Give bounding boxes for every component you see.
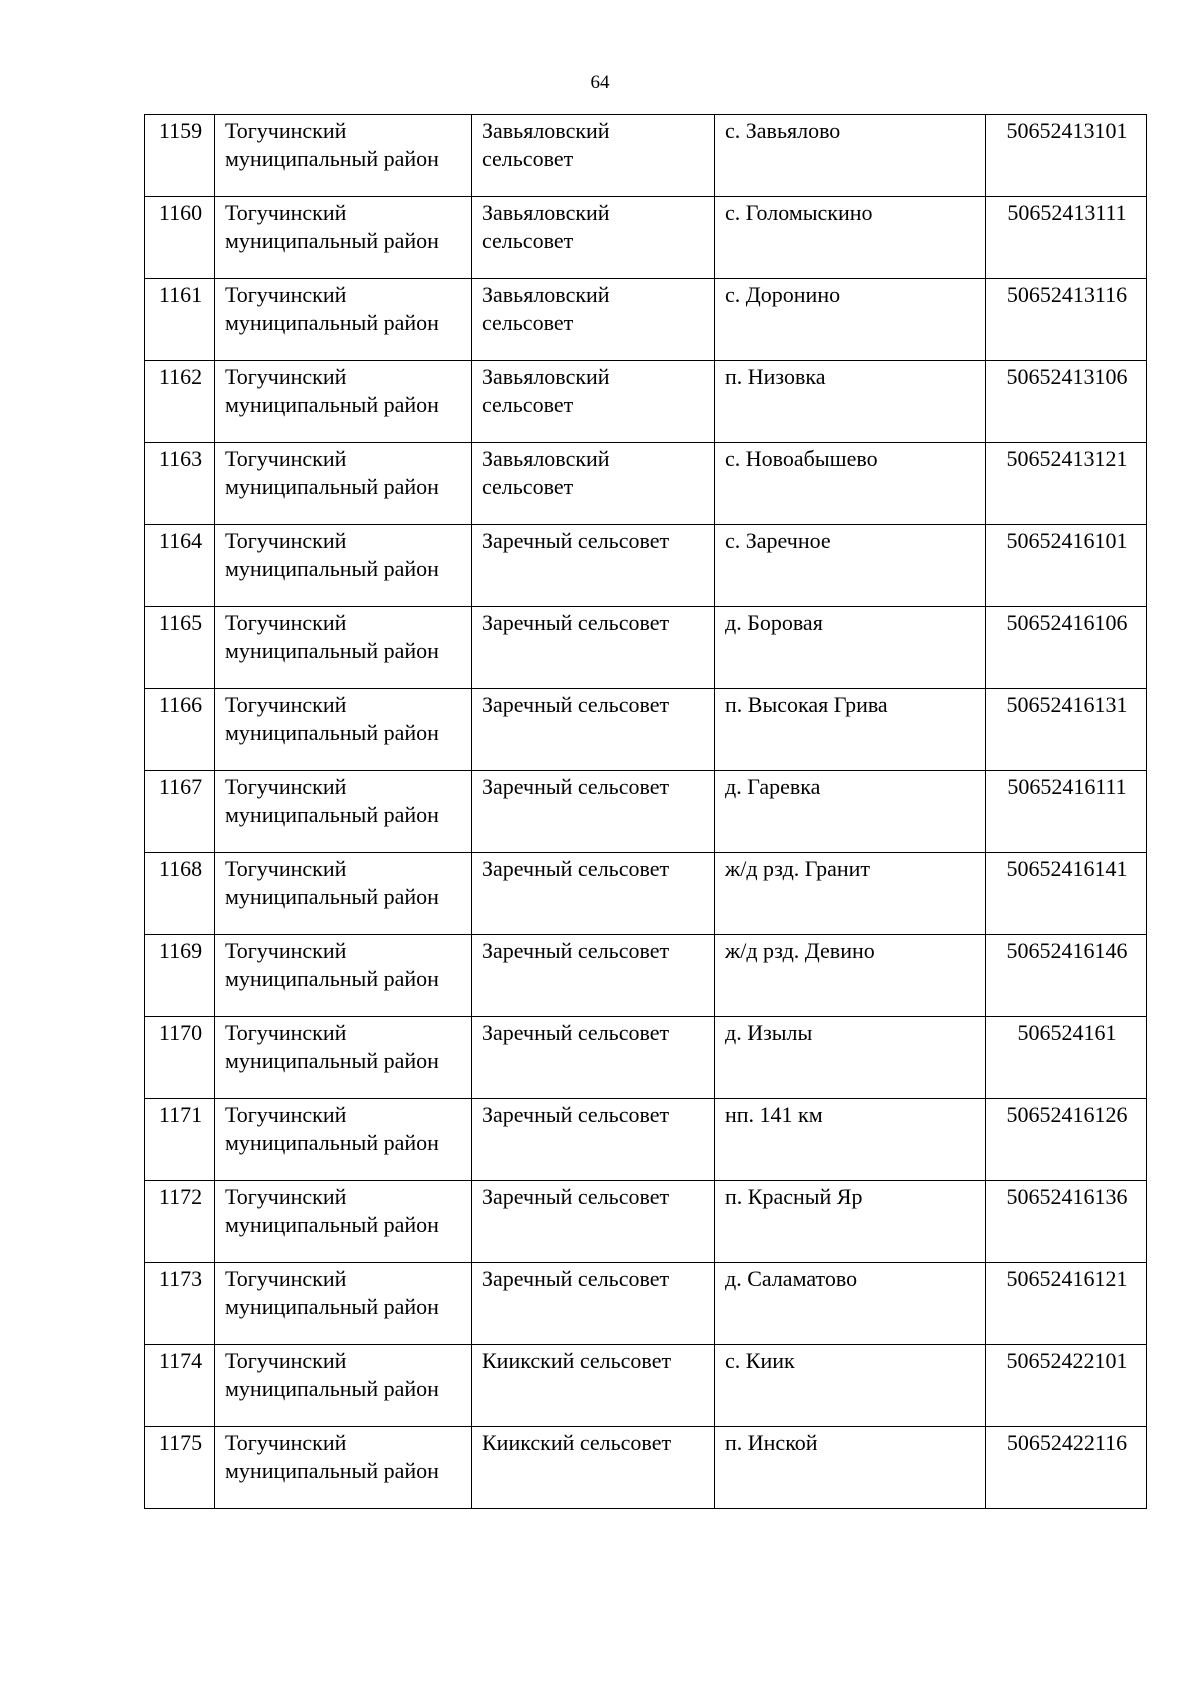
district-cell: Тогучинский муниципальный район (215, 935, 472, 1017)
row-number: 1166 (145, 689, 215, 771)
council-cell: Завьяловский сельсовет (472, 197, 715, 279)
oktmo-code-cell: 50652416126 (986, 1099, 1147, 1181)
council-cell: Киикский сельсовет (472, 1345, 715, 1427)
table-row (145, 1181, 1147, 1263)
table-row (145, 1099, 1147, 1181)
district-cell: Тогучинский муниципальный район (215, 1263, 472, 1345)
district-cell: Тогучинский муниципальный район (215, 689, 472, 771)
district-cell: Тогучинский муниципальный район (215, 443, 472, 525)
settlement-cell: с. Новоабышево (715, 443, 986, 525)
oktmo-code-cell: 50652413106 (986, 361, 1147, 443)
settlement-cell: п. Красный Яр (715, 1181, 986, 1263)
district-cell: Тогучинский муниципальный район (215, 115, 472, 197)
council-cell: Заречный сельсовет (472, 853, 715, 935)
row-number: 1173 (145, 1263, 215, 1345)
table-row (145, 197, 1147, 279)
oktmo-code-cell: 50652416146 (986, 935, 1147, 1017)
oktmo-code-cell: 50652416106 (986, 607, 1147, 689)
table-row (145, 935, 1147, 1017)
settlement-cell: с. Голомыскино (715, 197, 986, 279)
oktmo-code-cell: 50652413121 (986, 443, 1147, 525)
settlement-cell: п. Высокая Грива (715, 689, 986, 771)
district-cell: Тогучинский муниципальный район (215, 1345, 472, 1427)
page-number: 64 (590, 72, 610, 93)
settlement-cell: нп. 141 км (715, 1099, 986, 1181)
council-cell: Заречный сельсовет (472, 935, 715, 1017)
oktmo-code-cell: 50652416131 (986, 689, 1147, 771)
council-cell: Заречный сельсовет (472, 1017, 715, 1099)
council-cell: Завьяловский сельсовет (472, 279, 715, 361)
council-cell: Заречный сельсовет (472, 771, 715, 853)
oktmo-code-cell: 50652416141 (986, 853, 1147, 935)
settlement-cell: с. Заречное (715, 525, 986, 607)
table-row (145, 607, 1147, 689)
council-cell: Завьяловский сельсовет (472, 361, 715, 443)
row-number: 1165 (145, 607, 215, 689)
table-row (145, 361, 1147, 443)
council-cell: Заречный сельсовет (472, 525, 715, 607)
council-cell: Завьяловский сельсовет (472, 443, 715, 525)
council-cell: Заречный сельсовет (472, 1099, 715, 1181)
row-number: 1163 (145, 443, 215, 525)
district-cell: Тогучинский муниципальный район (215, 1017, 472, 1099)
council-cell: Заречный сельсовет (472, 607, 715, 689)
district-cell: Тогучинский муниципальный район (215, 1181, 472, 1263)
table-row (145, 1263, 1147, 1345)
oktmo-code-cell: 50652422101 (986, 1345, 1147, 1427)
district-cell: Тогучинский муниципальный район (215, 1099, 472, 1181)
oktmo-code-cell: 50652422116 (986, 1427, 1147, 1509)
oktmo-code-cell: 50652413111 (986, 197, 1147, 279)
settlement-cell: д. Изылы (715, 1017, 986, 1099)
oktmo-code-cell: 50652416121 (986, 1263, 1147, 1345)
table-row (145, 443, 1147, 525)
settlement-cell: п. Инской (715, 1427, 986, 1509)
council-cell: Киикский сельсовет (472, 1427, 715, 1509)
council-cell: Заречный сельсовет (472, 1181, 715, 1263)
table-row (145, 689, 1147, 771)
row-number: 1161 (145, 279, 215, 361)
row-number: 1170 (145, 1017, 215, 1099)
district-cell: Тогучинский муниципальный район (215, 1427, 472, 1509)
district-cell: Тогучинский муниципальный район (215, 197, 472, 279)
row-number: 1167 (145, 771, 215, 853)
district-cell: Тогучинский муниципальный район (215, 361, 472, 443)
settlements-table (144, 114, 1147, 1509)
table-row (145, 771, 1147, 853)
oktmo-code-cell: 506524161 (986, 1017, 1147, 1099)
table-row (145, 1427, 1147, 1509)
oktmo-code-cell: 50652416111 (986, 771, 1147, 853)
row-number: 1175 (145, 1427, 215, 1509)
settlement-cell: ж/д рзд. Гранит (715, 853, 986, 935)
oktmo-code-cell: 50652413101 (986, 115, 1147, 197)
row-number: 1172 (145, 1181, 215, 1263)
settlement-cell: п. Низовка (715, 361, 986, 443)
table-row (145, 115, 1147, 197)
council-cell: Завьяловский сельсовет (472, 115, 715, 197)
district-cell: Тогучинский муниципальный район (215, 525, 472, 607)
table-row (145, 279, 1147, 361)
settlement-cell: ж/д рзд. Девино (715, 935, 986, 1017)
settlement-cell: с. Завьялово (715, 115, 986, 197)
oktmo-code-cell: 50652416136 (986, 1181, 1147, 1263)
district-cell: Тогучинский муниципальный район (215, 853, 472, 935)
row-number: 1164 (145, 525, 215, 607)
council-cell: Заречный сельсовет (472, 689, 715, 771)
row-number: 1169 (145, 935, 215, 1017)
council-cell: Заречный сельсовет (472, 1263, 715, 1345)
table-row (145, 525, 1147, 607)
settlement-cell: с. Киик (715, 1345, 986, 1427)
settlement-cell: с. Доронино (715, 279, 986, 361)
row-number: 1160 (145, 197, 215, 279)
district-cell: Тогучинский муниципальный район (215, 607, 472, 689)
district-cell: Тогучинский муниципальный район (215, 279, 472, 361)
settlement-cell: д. Саламатово (715, 1263, 986, 1345)
settlement-cell: д. Боровая (715, 607, 986, 689)
row-number: 1168 (145, 853, 215, 935)
row-number: 1171 (145, 1099, 215, 1181)
district-cell: Тогучинский муниципальный район (215, 771, 472, 853)
oktmo-code-cell: 50652413116 (986, 279, 1147, 361)
table-row (145, 1017, 1147, 1099)
row-number: 1162 (145, 361, 215, 443)
table-body (145, 115, 1147, 1509)
row-number: 1159 (145, 115, 215, 197)
settlement-cell: д. Гаревка (715, 771, 986, 853)
row-number: 1174 (145, 1345, 215, 1427)
table-row (145, 1345, 1147, 1427)
table-row (145, 853, 1147, 935)
oktmo-code-cell: 50652416101 (986, 525, 1147, 607)
